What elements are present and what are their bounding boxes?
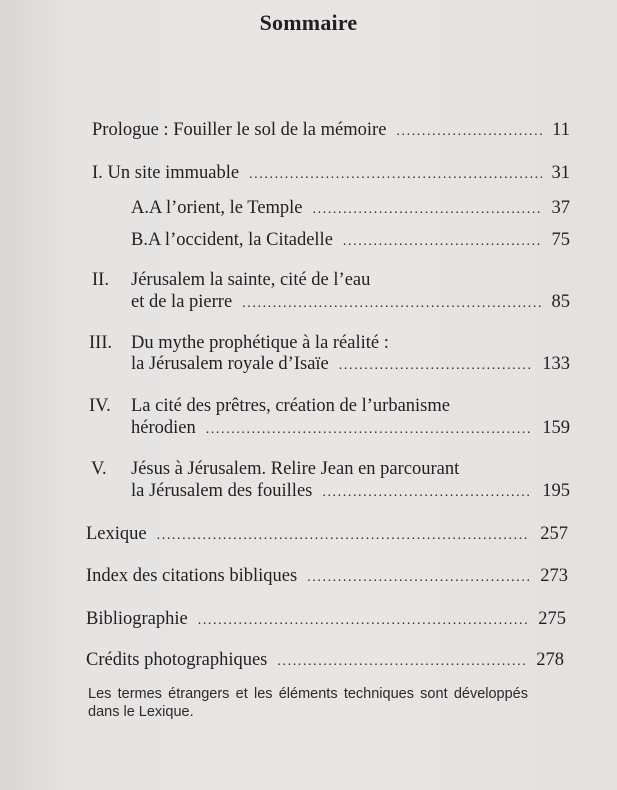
toc-entry-text: Index des citations bibliques [86, 566, 298, 586]
chapter-number: V. [91, 459, 107, 479]
toc-page-number: 37 [551, 198, 570, 218]
toc-entry-text: Du mythe prophétique à la réalité : [131, 333, 389, 353]
toc-page-number: 278 [536, 650, 564, 670]
toc-entry-prologue [92, 120, 570, 141]
section-letter: A. [131, 198, 149, 218]
toc-entry-section-1b [131, 230, 570, 251]
page-title: Sommaire [259, 10, 358, 35]
toc-entry-chapter-4 [131, 418, 570, 439]
toc-entry-chapter-2 [131, 292, 570, 313]
toc-entry-chapter-1 [92, 163, 570, 184]
toc-entry-text: Prologue : Fouiller le sol de la mémoire [92, 120, 387, 140]
toc-entry-credits [86, 650, 564, 671]
toc-entry-chapter-3-line1 [89, 333, 389, 354]
toc-entry-text: et de la pierre [131, 292, 233, 312]
dot-leader [307, 570, 530, 586]
toc-entry-text: A l’orient, le Temple [149, 198, 303, 218]
toc-entry-text: La cité des prêtres, création de l’urbanisme [131, 396, 450, 416]
dot-leader [249, 167, 541, 183]
toc-entry-text: Un site immuable [107, 163, 240, 183]
toc-page-number: 273 [540, 566, 568, 586]
dot-leader [396, 124, 542, 140]
dot-leader [313, 202, 542, 218]
chapter-number: II. [92, 270, 109, 290]
chapter-number: IV. [89, 396, 111, 416]
toc-entry-text: Jésus à Jérusalem. Relire Jean en parcourant [131, 459, 460, 479]
toc-entry-text: la Jérusalem royale d’Isaïe [131, 354, 329, 374]
toc-page-number: 133 [542, 354, 570, 374]
toc-page-number: 85 [551, 292, 570, 312]
toc-entry-text: Crédits photographiques [86, 650, 268, 670]
footnote: Les termes étrangers et les éléments techniques sont développés dans le Lexique. [88, 686, 528, 720]
toc-entry-chapter-4-line1 [89, 396, 450, 417]
toc-page-number: 75 [551, 230, 570, 250]
toc-entry-index [86, 566, 568, 587]
dot-leader [242, 296, 541, 312]
toc-entry-lexique [86, 524, 568, 545]
toc-page-number: 275 [538, 609, 566, 629]
toc-entry-text: Bibliographie [86, 609, 188, 629]
toc-entry-section-1a [131, 198, 570, 219]
dot-leader [157, 528, 531, 544]
toc-entry-bibliographie [86, 609, 566, 630]
toc-entry-chapter-3 [131, 354, 570, 375]
dot-leader [206, 422, 533, 438]
toc-entry-text: la Jérusalem des fouilles [131, 481, 313, 501]
toc-page-number: 257 [540, 524, 568, 544]
toc-page-number: 11 [552, 120, 570, 140]
dot-leader [277, 654, 526, 670]
toc-entry-chapter-2-line1 [92, 270, 370, 291]
toc-entry-text: A l’occident, la Citadelle [147, 230, 333, 250]
dot-leader [343, 234, 542, 250]
toc-page-number: 159 [542, 418, 570, 438]
chapter-number: I. [92, 163, 103, 183]
toc-entry-text: hérodien [131, 418, 196, 438]
dot-leader [322, 485, 532, 501]
section-letter: B. [131, 230, 148, 250]
toc-page-number: 31 [551, 163, 570, 183]
dot-leader [198, 613, 529, 629]
dot-leader [339, 358, 532, 374]
chapter-number: III. [89, 333, 113, 353]
toc-page-number: 195 [542, 481, 570, 501]
toc-entry-chapter-5 [131, 481, 570, 502]
toc-entry-chapter-5-line1 [91, 459, 459, 480]
toc-entry-text: Lexique [86, 524, 147, 544]
toc-entry-text: Jérusalem la sainte, cité de l’eau [131, 270, 371, 290]
